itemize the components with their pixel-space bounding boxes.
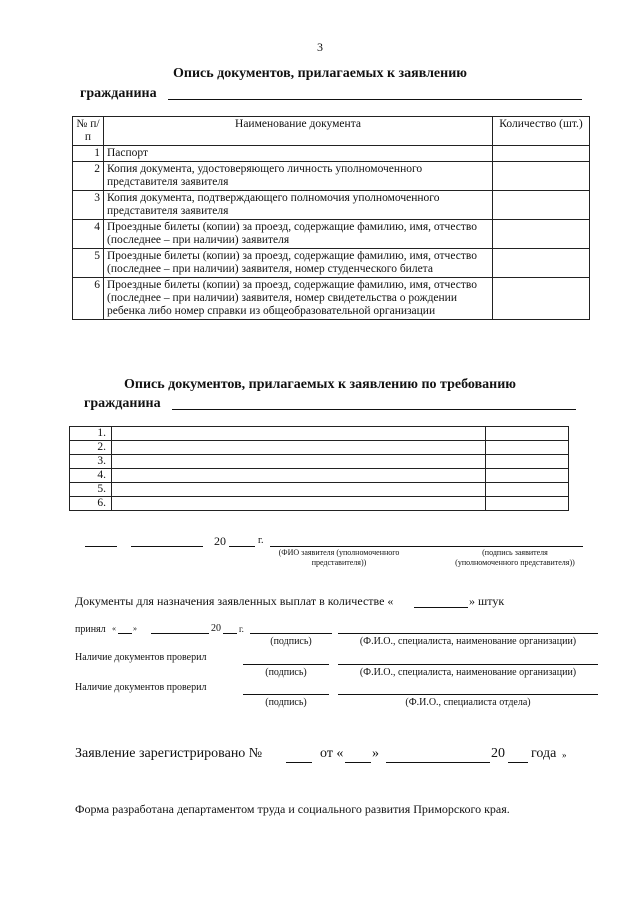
checked1-signature-line[interactable] <box>243 664 329 665</box>
row-name-cell[interactable] <box>112 427 486 441</box>
inventory2-citizen-line[interactable] <box>172 409 576 410</box>
registered-day-line[interactable] <box>345 762 371 763</box>
inventory2-table <box>69 426 569 511</box>
registered-month-line[interactable] <box>386 762 490 763</box>
table-row <box>70 483 569 497</box>
row-name-cell[interactable] <box>112 469 486 483</box>
row-qty-cell[interactable] <box>493 191 590 220</box>
row-num: 4 <box>73 220 104 249</box>
row-qty-cell[interactable] <box>486 427 569 441</box>
table-row <box>73 249 590 278</box>
checked1-fio-caption: (Ф.И.О., специалиста, наименование организации) <box>359 667 577 678</box>
accepted-quote-close: » <box>133 624 137 633</box>
row-name: Проездные билеты (копии) за проезд, содержащие фамилию, имя, отчество (последнее – при наличии) заявителя <box>104 220 493 249</box>
date-year-suffix: г. <box>258 535 264 546</box>
accepted-signature-line[interactable] <box>250 633 332 634</box>
checked1-label: Наличие документов проверил <box>75 652 207 663</box>
registered-year-line[interactable] <box>508 762 528 763</box>
fio-caption-line2: представителя)) <box>311 558 367 567</box>
row-qty-cell[interactable] <box>493 278 590 320</box>
table-row <box>70 469 569 483</box>
fio-caption-line1: (ФИО заявителя (уполномоченного <box>278 548 400 557</box>
row-qty-cell[interactable] <box>486 483 569 497</box>
accepted-day-line[interactable] <box>118 633 132 634</box>
row-num: 1. <box>70 427 112 441</box>
inventory2-title: Опись документов, прилагаемых к заявлению по требованию <box>124 377 516 392</box>
accepted-month-line[interactable] <box>151 633 209 634</box>
page-number: 3 <box>317 40 323 54</box>
row-num: 4. <box>70 469 112 483</box>
row-num: 2. <box>70 441 112 455</box>
table-header-row <box>73 117 590 146</box>
registered-quote-close: » <box>372 746 379 761</box>
row-name: Паспорт <box>104 146 493 162</box>
header-num: № п/п <box>73 117 104 146</box>
table-row <box>70 441 569 455</box>
inventory2-citizen-label: гражданина <box>84 396 161 411</box>
row-name-cell[interactable] <box>112 455 486 469</box>
registered-year-suffix: года <box>531 746 557 761</box>
accepted-label: принял <box>75 624 106 635</box>
row-name-cell[interactable] <box>112 497 486 511</box>
sign-caption-line2: (уполномоченного представителя)) <box>455 558 575 567</box>
table-row <box>73 146 590 162</box>
docs-count-text-before: Документы для назначения заявленных выплат в количестве « <box>75 594 394 608</box>
inventory1-table <box>72 116 590 320</box>
row-name: Копия документа, удостоверяющего личность уполномоченного представителя заявителя <box>104 162 493 191</box>
table-row <box>70 455 569 469</box>
row-num: 5. <box>70 483 112 497</box>
row-num: 6. <box>70 497 112 511</box>
row-qty-cell[interactable] <box>493 249 590 278</box>
row-qty-cell[interactable] <box>493 162 590 191</box>
header-name: Наименование документа <box>104 117 493 146</box>
inventory1-title: Опись документов, прилагаемых к заявлению <box>173 66 467 81</box>
inventory1-citizen-label: гражданина <box>80 86 157 101</box>
row-num: 6 <box>73 278 104 320</box>
accepted-sign-caption: (подпись) <box>270 636 312 647</box>
checked2-sign-caption: (подпись) <box>265 697 307 708</box>
checked2-fio-line[interactable] <box>338 694 598 695</box>
row-name-cell[interactable] <box>112 441 486 455</box>
row-num: 1 <box>73 146 104 162</box>
registered-end-mark: » <box>562 750 567 760</box>
date-day-line[interactable] <box>85 546 117 547</box>
applicant-signature-line[interactable] <box>270 546 583 547</box>
row-qty-cell[interactable] <box>486 441 569 455</box>
date-year-line[interactable] <box>229 546 255 547</box>
inventory1-citizen-line[interactable] <box>168 99 582 100</box>
table-row <box>73 191 590 220</box>
accepted-year-line[interactable] <box>223 633 237 634</box>
row-name: Проездные билеты (копии) за проезд, содержащие фамилию, имя, отчество (последнее – при наличии) заявителя, номер свидетельства о рождении ребенка либо номер справки из общеобразовательной организации <box>104 278 493 320</box>
fio-caption <box>264 548 414 568</box>
date-year-prefix: 20 <box>214 534 226 548</box>
checked1-fio-line[interactable] <box>338 664 598 665</box>
accepted-quote-open: « <box>112 624 116 633</box>
table-row <box>70 497 569 511</box>
checked1-sign-caption: (подпись) <box>265 667 307 678</box>
date-month-line[interactable] <box>131 546 203 547</box>
row-qty-cell[interactable] <box>493 220 590 249</box>
accepted-year-prefix: 20 <box>211 623 221 634</box>
row-num: 5 <box>73 249 104 278</box>
docs-count-text-after: » штук <box>469 594 505 608</box>
sign-caption <box>440 548 590 568</box>
row-name-cell[interactable] <box>112 483 486 497</box>
table-row <box>70 427 569 441</box>
registered-year-prefix: 20 <box>491 746 505 761</box>
row-qty-cell[interactable] <box>493 146 590 162</box>
checked2-fio-caption: (Ф.И.О., специалиста отдела) <box>405 697 531 708</box>
row-qty-cell[interactable] <box>486 455 569 469</box>
row-num: 3 <box>73 191 104 220</box>
checked2-label: Наличие документов проверил <box>75 682 207 693</box>
docs-count-line[interactable] <box>414 607 468 608</box>
table-row <box>73 162 590 191</box>
row-num: 2 <box>73 162 104 191</box>
row-qty-cell[interactable] <box>486 469 569 483</box>
registered-from: от « <box>320 746 344 761</box>
table-row <box>73 278 590 320</box>
header-qty: Количество (шт.) <box>493 117 590 146</box>
row-name: Проездные билеты (копии) за проезд, содержащие фамилию, имя, отчество (последнее – при наличии) заявителя, номер студенческого билета <box>104 249 493 278</box>
registered-label: Заявление зарегистрировано № <box>75 746 263 761</box>
sign-caption-line1: (подпись заявителя <box>482 548 548 557</box>
table-row <box>73 220 590 249</box>
accepted-fio-caption: (Ф.И.О., специалиста, наименование организации) <box>359 636 577 647</box>
checked2-signature-line[interactable] <box>243 694 329 695</box>
row-num: 3. <box>70 455 112 469</box>
footer-text: Форма разработана департаментом труда и социального развития Приморского края. <box>75 802 510 816</box>
accepted-year-suffix: г. <box>239 624 244 634</box>
registered-number-line[interactable] <box>286 762 312 763</box>
row-qty-cell[interactable] <box>486 497 569 511</box>
row-name: Копия документа, подтверждающего полномочия уполномоченного представителя заявителя <box>104 191 493 220</box>
accepted-fio-line[interactable] <box>338 633 598 634</box>
